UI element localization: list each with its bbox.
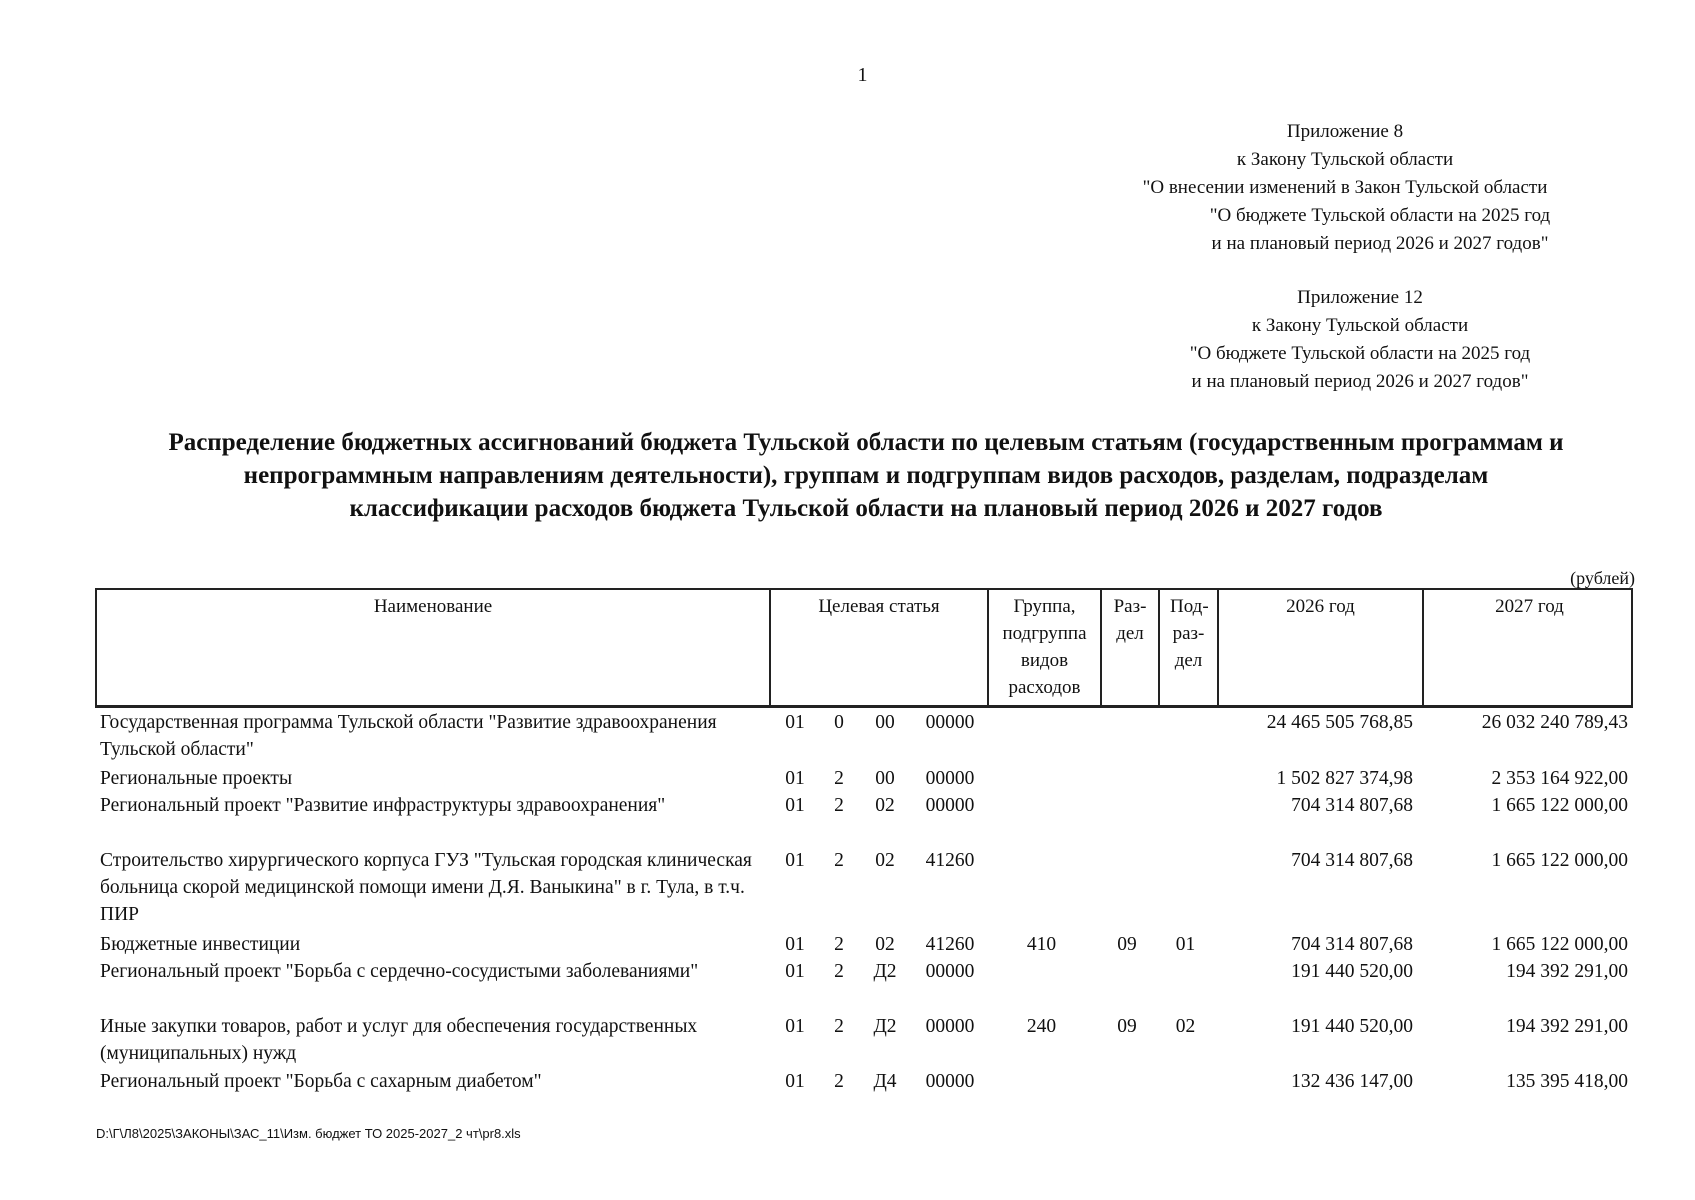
target-code-program: 01: [785, 850, 805, 871]
target-code-direction: 00000: [925, 712, 975, 733]
document-title: [96, 426, 1636, 525]
row-name: Региональный проект "Борьба с сердечно-сосудистыми заболеваниями": [100, 961, 699, 982]
annex-12-header: [1135, 284, 1585, 396]
row-name: Бюджетные инвестиции: [100, 934, 301, 955]
row-name: Региональные проекты: [100, 768, 293, 789]
amount-2026: 24 465 505 768,85: [1266, 712, 1413, 733]
target-code-direction: 41260: [925, 934, 975, 955]
row-name: Региональный проект "Развитие инфраструктуры здравоохранения": [100, 795, 666, 816]
amount-2027: 26 032 240 789,43: [1481, 712, 1628, 733]
target-code-structure: 02: [875, 934, 895, 955]
amount-2027: 2 353 164 922,00: [1491, 768, 1628, 789]
header-expense-group: Группа, подгруппа видов расходов: [987, 590, 1100, 705]
table-header: [95, 588, 1633, 708]
section: 09: [1117, 1016, 1137, 1037]
target-code-program: 01: [785, 712, 805, 733]
target-code-program: 01: [785, 961, 805, 982]
annex-line: "О бюджете Тульской области на 2025 год: [1189, 343, 1531, 364]
amount-2026: 191 440 520,00: [1291, 961, 1413, 982]
file-path-footer: D:\Г\Л8\2025\ЗАКОНЫ\ЗАС_11\Изм. бюджет ТО 2025-2027_2 чт\pr8.xls: [96, 1126, 521, 1141]
header-year-2027: 2027 год: [1422, 590, 1635, 705]
target-code-structure: 00: [875, 712, 895, 733]
annex-line: и на плановый период 2026 и 2027 годов": [1211, 233, 1549, 254]
target-code-program: 01: [785, 768, 805, 789]
amount-2027: 1 665 122 000,00: [1491, 934, 1628, 955]
target-code-program: 01: [785, 1016, 805, 1037]
amount-2026: 132 436 147,00: [1291, 1071, 1413, 1092]
title-line: классификации расходов бюджета Тульской области на плановый период 2026 и 2027 годов: [349, 495, 1383, 522]
page-number: 1: [857, 64, 868, 86]
target-code-direction: 00000: [925, 961, 975, 982]
target-code-direction: 00000: [925, 768, 975, 789]
subsection: 02: [1175, 1016, 1196, 1037]
annex-line: "О бюджете Тульской области на 2025 год: [1209, 205, 1551, 226]
annex-8-header: [1105, 118, 1585, 258]
header-target-article: Целевая статья: [769, 590, 987, 705]
units-label: (рублей): [1570, 568, 1635, 588]
target-code-type: 2: [834, 768, 844, 789]
row-name: Строительство хирургического корпуса ГУЗ "Тульская городская клиническая больница скорой медицинской помощи имени Д.Я. Ваныкина" в г. Тула, в т.ч. ПИР: [100, 850, 752, 925]
row-name: Иные закупки товаров, работ и услуг для обеспечения государственных (муниципальных) нужд: [100, 1016, 698, 1064]
header-section: Раз-дел: [1100, 590, 1158, 705]
annex-line: "О внесении изменений в Закон Тульской области: [1142, 177, 1548, 198]
target-code-structure: Д2: [873, 1016, 897, 1037]
target-code-direction: 41260: [925, 850, 975, 871]
target-code-program: 01: [785, 1071, 805, 1092]
amount-2026: 191 440 520,00: [1291, 1016, 1413, 1037]
target-code-type: 2: [834, 934, 844, 955]
target-code-direction: 00000: [925, 1016, 975, 1037]
section: 09: [1117, 934, 1137, 955]
target-code-program: 01: [785, 795, 805, 816]
annex-line: Приложение 12: [1297, 287, 1423, 308]
row-name: Государственная программа Тульской области "Развитие здравоохранения Тульской области": [100, 712, 717, 760]
target-code-structure: 02: [875, 850, 895, 871]
target-code-direction: 00000: [925, 795, 975, 816]
target-code-program: 01: [785, 934, 805, 955]
amount-2026: 704 314 807,68: [1291, 795, 1413, 816]
header-year-2026: 2026 год: [1217, 590, 1422, 705]
annex-line: к Закону Тульской области: [1251, 315, 1469, 336]
header-subsection: Под-раз-дел: [1158, 590, 1217, 705]
amount-2026: 704 314 807,68: [1291, 850, 1413, 871]
expense-group: 240: [1026, 1016, 1057, 1037]
amount-2026: 704 314 807,68: [1291, 934, 1413, 955]
target-code-structure: 02: [875, 795, 895, 816]
target-code-structure: Д4: [873, 1071, 897, 1092]
amount-2027: 1 665 122 000,00: [1491, 795, 1628, 816]
amount-2027: 194 392 291,00: [1506, 961, 1628, 982]
header-name: Наименование: [373, 596, 493, 617]
subsection: 01: [1175, 934, 1196, 955]
title-line: Распределение бюджетных ассигнований бюджета Тульской области по целевым статьям (государственным программам и: [168, 429, 1564, 456]
amount-2027: 135 395 418,00: [1506, 1071, 1628, 1092]
target-code-type: 2: [834, 1071, 844, 1092]
target-code-structure: Д2: [873, 961, 897, 982]
annex-line: и на плановый период 2026 и 2027 годов": [1191, 371, 1529, 392]
target-code-type: 2: [834, 795, 844, 816]
annex-line: Приложение 8: [1286, 121, 1404, 142]
annex-line: к Закону Тульской области: [1236, 149, 1454, 170]
target-code-type: 2: [834, 961, 844, 982]
amount-2027: 1 665 122 000,00: [1491, 850, 1628, 871]
expense-group: 410: [1026, 934, 1057, 955]
target-code-type: 2: [834, 1016, 844, 1037]
target-code-direction: 00000: [925, 1071, 975, 1092]
target-code-type: 0: [834, 712, 844, 733]
title-line: непрограммным направлениям деятельности), группам и подгруппам видов расходов, разделам, подразделам: [243, 462, 1489, 489]
amount-2027: 194 392 291,00: [1506, 1016, 1628, 1037]
target-code-type: 2: [834, 850, 844, 871]
target-code-structure: 00: [875, 768, 895, 789]
row-name: Региональный проект "Борьба с сахарным диабетом": [100, 1071, 542, 1092]
amount-2026: 1 502 827 374,98: [1276, 768, 1413, 789]
